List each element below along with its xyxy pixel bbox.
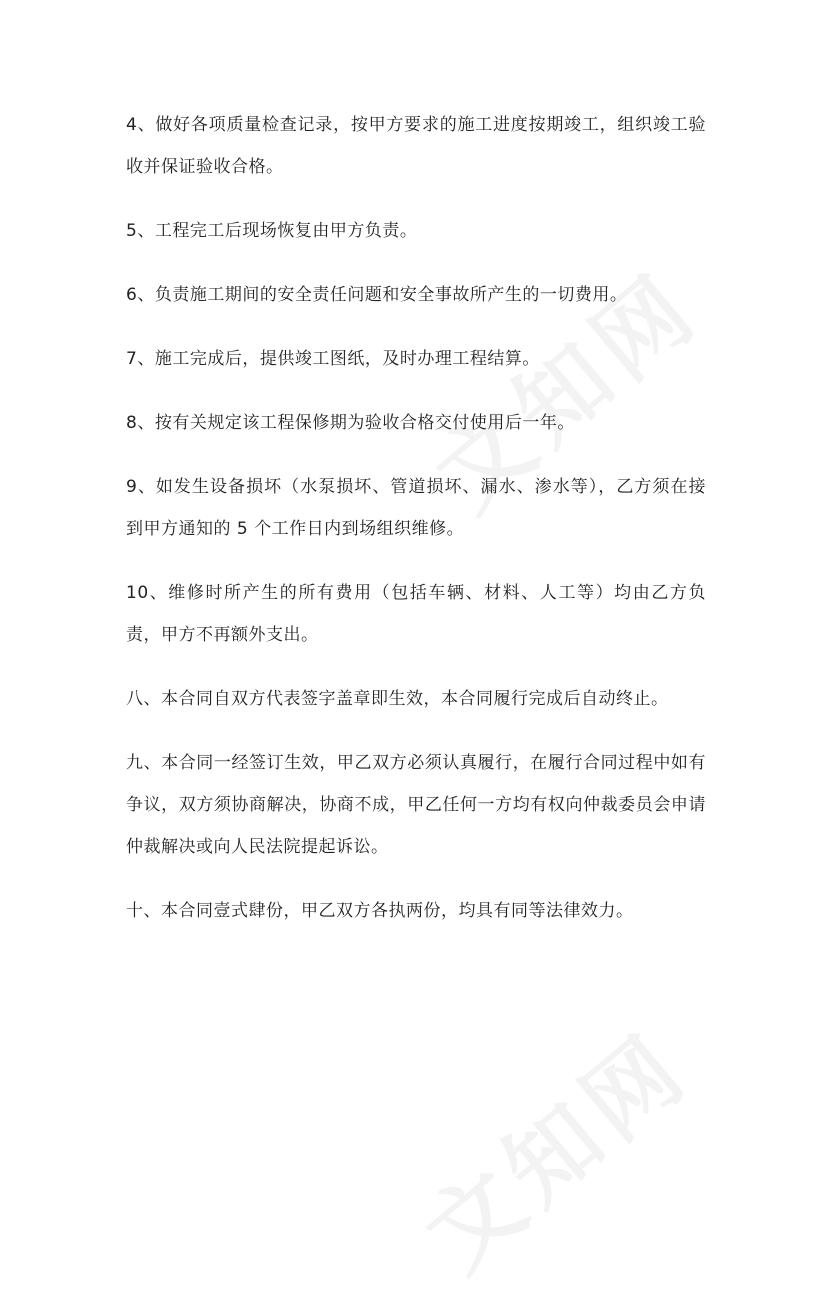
paragraph-item-5: 5、工程完工后现场恢复由甲方负责。: [126, 221, 418, 241]
watermark: [393, 997, 712, 1295]
paragraph-item-4: 4、做好各项质量检查记录，按甲方要求的施工进度按期竣工，组织竣工验收并保证验收合格。: [126, 115, 706, 177]
paragraph-item-9: 9、如发生设备损坏（水泵损坏、管道损坏、漏水、渗水等），乙方须在接到甲方通知的 5 个工作日内到场组织维修。: [126, 477, 706, 539]
paragraph-item-6: 6、负责施工期间的安全责任问题和安全事故所产生的一切费用。: [126, 285, 628, 305]
paragraph-item-7: 7、施工完成后，提供竣工图纸，及时办理工程结算。: [126, 349, 540, 369]
paragraph-item-8: 8、按有关规定该工程保修期为验收合格交付使用后一年。: [126, 413, 575, 433]
clause-nine: 九、本合同一经签订生效，甲乙双方必须认真履行，在履行合同过程中如有争议，双方须协商解决，协商不成，甲乙任何一方均有权向仲裁委员会申请仲裁解决或向人民法院提起诉讼。: [126, 753, 706, 857]
clause-ten: 十、本合同壹式肆份，甲乙双方各执两份，均具有同等法律效力。: [126, 901, 634, 921]
paragraph-item-10: 10、维修时所产生的所有费用（包括车辆、材料、人工等）均由乙方负责，甲方不再额外支出。: [126, 583, 706, 645]
clause-eight: 八、本合同自双方代表签字盖章即生效，本合同履行完成后自动终止。: [126, 689, 669, 709]
document-body: [126, 104, 706, 954]
